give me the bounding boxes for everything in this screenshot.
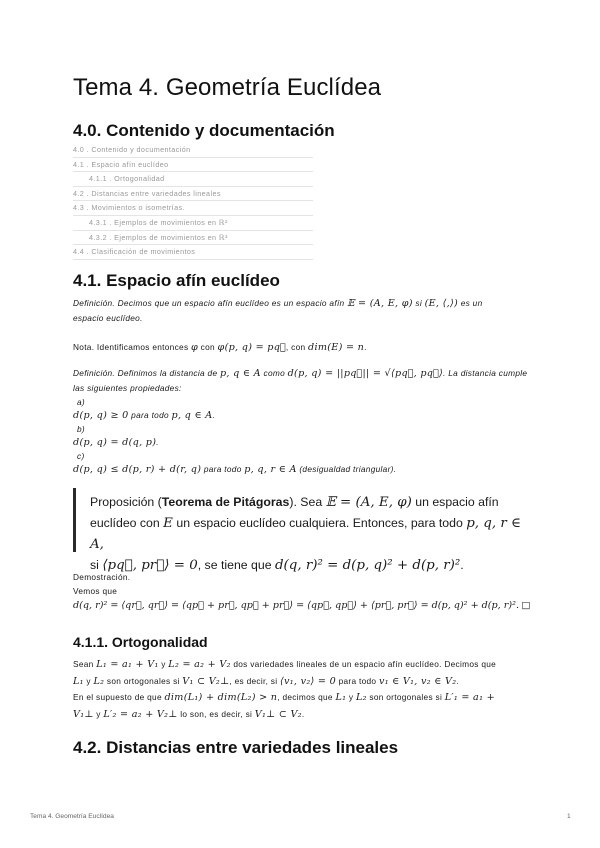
distance-properties (73, 396, 533, 477)
toc-item[interactable]: 4.3 . Movimientos o isometrías. (73, 201, 313, 216)
property-label: b) (77, 424, 85, 434)
property-statement: d(p, q) ≤ d(p, r) + d(r, q) para todo p, q, r ∈ A (desigualdad triangular). (73, 464, 397, 475)
toc-item[interactable]: 4.1 . Espacio afín euclídeo (73, 158, 313, 173)
property-label: c) (77, 451, 85, 461)
demostracion-text: Vemos que (73, 586, 118, 596)
toc-item[interactable]: 4.3.1 . Ejemplos de movimientos en ℝ² (73, 216, 313, 231)
qed-symbol: □ (521, 600, 531, 611)
demostracion-formula: d(q, r)² = ⟨qr⃗, qr⃗⟩ = ⟨qp⃗ + pr⃗, qp⃗ + pr⃗⟩ = ⟨qp⃗, qp⃗⟩ + ⟨pr⃗, pr⃗⟩ = d(p, q)² + d(p, r)². □ (73, 600, 531, 611)
section-heading-4-2: 4.2. Distancias entre variedades lineales (73, 738, 399, 757)
toc-item[interactable]: 4.0 . Contenido y documentación (73, 143, 313, 158)
section-heading-4-1-1: 4.1.1. Ortogonalidad (73, 634, 208, 650)
footer-title: Tema 4. Geometría Euclídea (30, 813, 114, 820)
toc-item[interactable]: 4.4 . Clasificación de movimientos (73, 245, 313, 260)
ortogonalidad-paragraph-2: En el supuesto de que dim(L₁) + dim(L₂) > n, decimos que L₁ y L₂ son ortogonales si L′₁ = a₁ + V₁⊥ y L′₂ = a₂ + V₂⊥ lo son, es decir, si V₁⊥ ⊂ V₂. (73, 692, 495, 720)
table-of-contents (73, 143, 313, 260)
ortogonalidad-paragraph-1: Sean L₁ = a₁ + V₁ y L₂ = a₂ + V₂ dos variedades lineales de un espacio afín euclídeo. Decimos que L₁ y L₂ son ortogonales si V₁ ⊂ V₂⊥, es decir, si ⟨v₁, v₂⟩ = 0 para todo v₁ ∈ V₁, v₂ ∈ V₂. (73, 659, 497, 687)
property-label: a) (77, 397, 85, 407)
definition-distancia: Definición. Definimos la distancia de p, q ∈ A como d(p, q) = ||pq⃗|| = √⟨pq⃗, pq⃗⟩. La distancia cumple las siguientes propiedades: (73, 368, 528, 393)
definition-espacio-euclideo: Definición. Decimos que un espacio afín euclídeo es un espacio afín 𝔼 = (A, E, φ) si (E, ⟨,⟩) es un espacio euclídeo. (73, 298, 483, 323)
toc-item[interactable]: 4.3.2 . Ejemplos de movimientos en ℝ³ (73, 231, 313, 246)
section-heading-4-1: 4.1. Espacio afín euclídeo (73, 271, 280, 290)
section-heading-4-0: 4.0. Contenido y documentación (73, 121, 335, 140)
property-statement: d(p, q) ≥ 0 para todo p, q ∈ A. (73, 410, 216, 421)
toc-item[interactable]: 4.1.1 . Ortogonalidad (73, 172, 313, 187)
demostracion-title: Demostración. (73, 572, 131, 582)
property-statement: d(p, q) = d(q, p). (73, 437, 159, 448)
page-title: Tema 4. Geometría Euclídea (73, 74, 382, 101)
toc-item[interactable]: 4.2 . Distancias entre variedades lineales (73, 187, 313, 202)
footer-page-number: 1 (567, 813, 571, 820)
nota: Nota. Identificamos entonces φ con φ(p, q) = pq⃗, con dim(E) = n. (73, 342, 367, 353)
proposition-pitagoras: Proposición (Teorema de Pitágoras). Sea 𝔼 = (A, E, φ) un espacio afín euclídeo con E un espacio euclídeo cualquiera. Entonces, para todo p, q, r ∈ A, si ⟨pq⃗, pr⃗⟩ = 0, se tiene que d(q, r)² = d(p, q)² + d(p, r)². (73, 488, 536, 552)
